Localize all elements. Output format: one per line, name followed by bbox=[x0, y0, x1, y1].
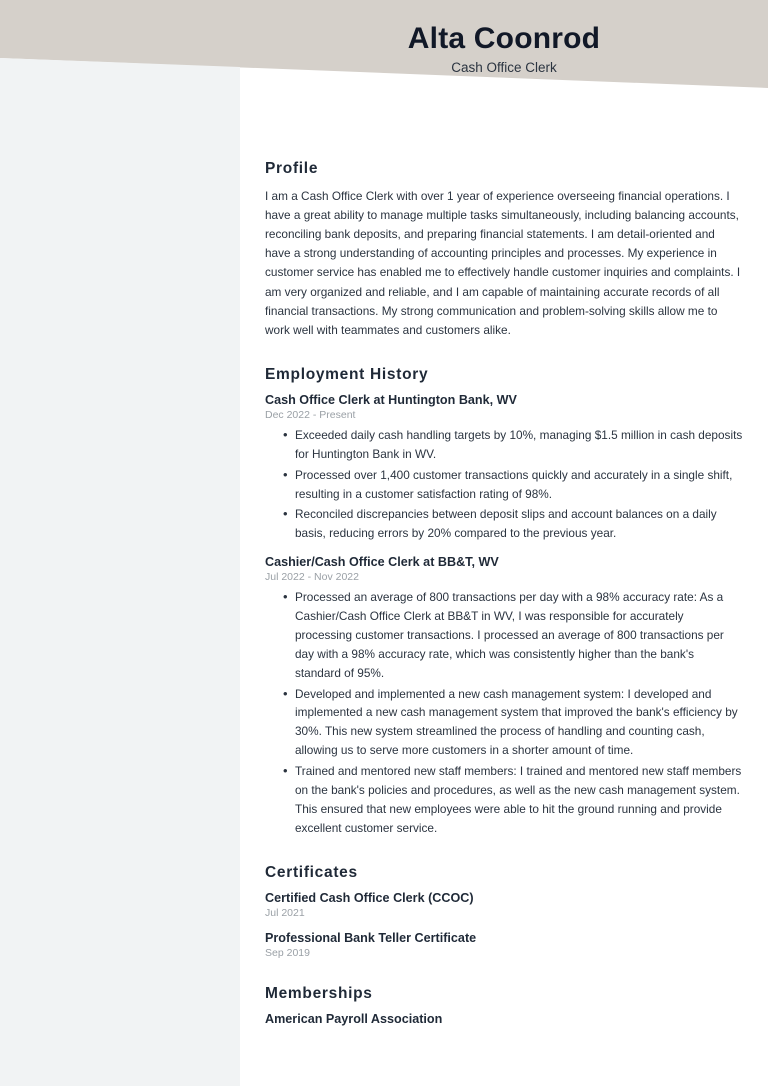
job-entry bbox=[265, 555, 743, 837]
job-bullet: • Reconciled discrepancies between deposit slips and account balances on a daily basis, reducing errors by 20% compared to the previous year. bbox=[285, 505, 743, 543]
job-bullet: • Processed over 1,400 customer transactions quickly and accurately in a single shift, resulting in a customer satisfaction rating of 98%. bbox=[285, 466, 743, 504]
jobs-list bbox=[265, 393, 743, 838]
main-column bbox=[265, 0, 743, 1052]
certificate-date: Jul 2021 bbox=[265, 906, 305, 919]
certificate-title: Certified Cash Office Clerk (CCOC) bbox=[265, 890, 474, 905]
page-title: Alta Coonrod bbox=[407, 22, 601, 55]
job-bullet: • Trained and mentored new staff members: I trained and mentored new staff members on the bank's policies and procedures, as well as the new cash management system. This ensured that new employees were able to hit the ground running and provide excellent customer service. bbox=[285, 762, 743, 838]
certificates-list bbox=[265, 891, 743, 959]
job-bullets bbox=[265, 588, 743, 837]
certificate-entry bbox=[265, 891, 743, 919]
profile-text: I am a Cash Office Clerk with over 1 year of experience overseeing financial operations. I have a great ability to manage multiple tasks simultaneously, including balancing accounts, reconciling bank deposits, and preparing financial statements. I am detail-oriented and have a strong understanding of accounting principles and processes. My experience in customer service has enabled me to effectively handle customer inquiries and complaints. I am very organized and reliable, and I am capable of maintaining accurate records of all financial transactions. My strong communication and problem-solving skills allow me to work well with teammates and customers alike. bbox=[265, 189, 741, 337]
sidebar bbox=[0, 0, 240, 1086]
memberships-heading: Memberships bbox=[265, 984, 373, 1002]
memberships-list bbox=[265, 1012, 743, 1026]
profile-heading: Profile bbox=[265, 160, 319, 177]
job-title: Cashier/Cash Office Clerk at BB&T, WV bbox=[265, 555, 499, 570]
certificate-title: Professional Bank Teller Certificate bbox=[265, 930, 477, 945]
job-title: Cash Office Clerk bbox=[451, 59, 557, 75]
job-entry bbox=[265, 393, 743, 543]
job-bullet: • Processed an average of 800 transactions per day with a 98% accuracy rate: As a Cashier/Cash Office Clerk at BB&T in WV, I was responsible for accurately processing customer transactions. I processed an average of 800 transactions per day with a 98% accuracy rate, which was consistently higher than the bank's standard of 95%. bbox=[285, 588, 743, 682]
certificates-heading: Certificates bbox=[265, 863, 358, 881]
employment-section bbox=[265, 366, 743, 838]
memberships-section bbox=[265, 985, 743, 1026]
job-dates: Dec 2022 - Present bbox=[265, 408, 356, 421]
membership-item: American Payroll Association bbox=[265, 1011, 443, 1026]
header-text-group bbox=[240, 22, 768, 75]
job-bullet: • Developed and implemented a new cash management system: I developed and implemented a new cash management system that improved the bank's efficiency by 30%. This new system streamlined the process of handling and counting cash, allowing us to serve more customers in a shorter amount of time. bbox=[285, 685, 743, 761]
job-bullet: • Exceeded daily cash handling targets by 10%, managing $1.5 million in cash deposits for Huntington Bank in WV. bbox=[285, 426, 743, 464]
certificate-entry bbox=[265, 931, 743, 959]
job-dates: Jul 2022 - Nov 2022 bbox=[265, 571, 359, 584]
job-bullets bbox=[265, 426, 743, 543]
certificates-section bbox=[265, 864, 743, 959]
certificate-date: Sep 2019 bbox=[265, 946, 310, 959]
job-title: Cash Office Clerk at Huntington Bank, WV bbox=[265, 392, 517, 407]
employment-heading: Employment History bbox=[265, 365, 429, 383]
profile-section bbox=[265, 160, 743, 340]
